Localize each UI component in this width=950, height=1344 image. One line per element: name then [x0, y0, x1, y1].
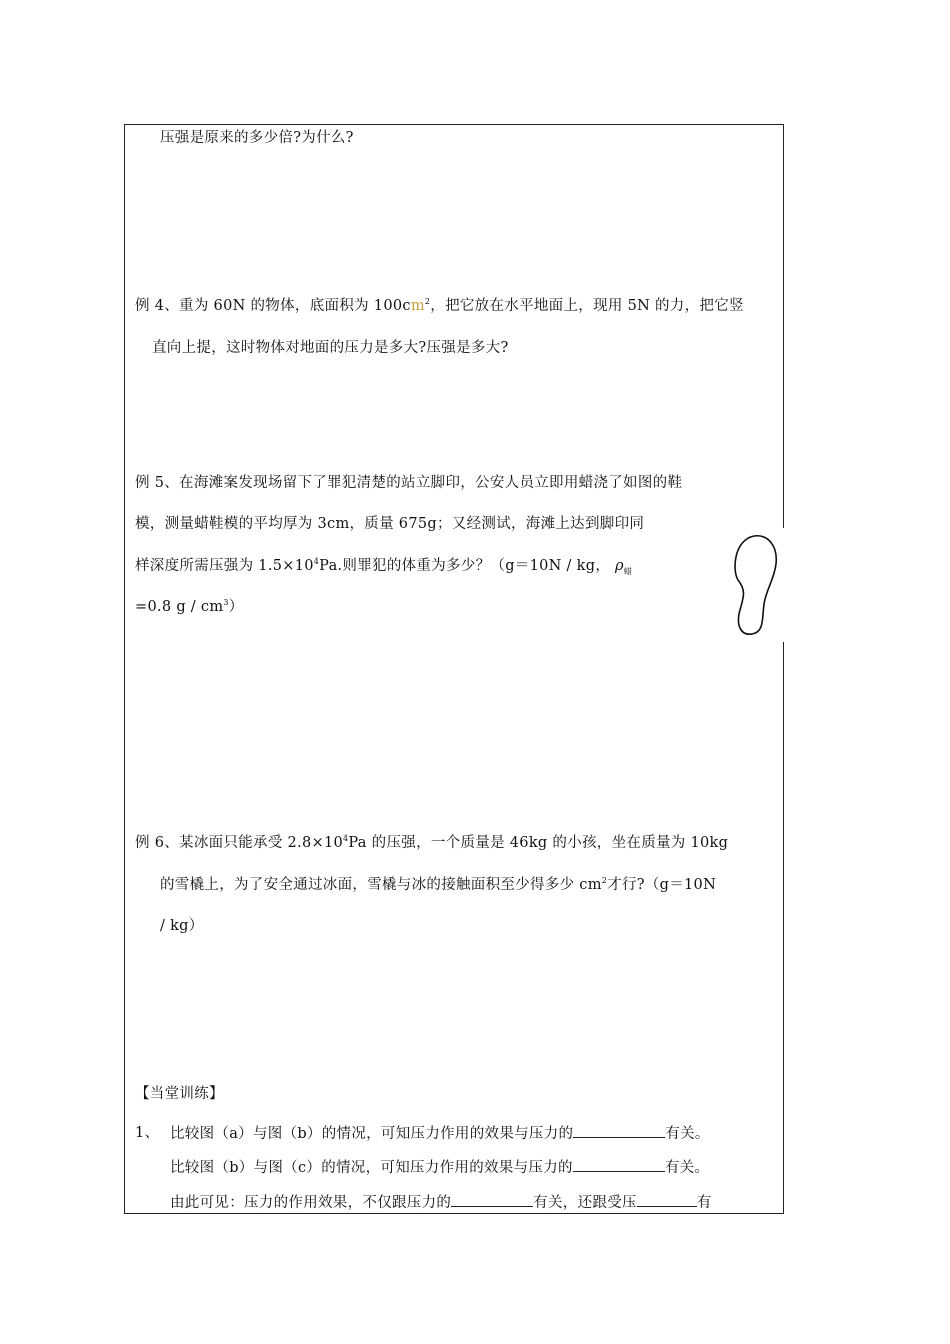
example-5-line-1: 例 5、在海滩案发现场留下了罪犯清楚的站立脚印，公安人员立即用蜡浇了如图的鞋	[135, 475, 683, 491]
answer-blank-2[interactable]	[573, 1157, 665, 1172]
training-line-3: 由此可见：压力的作用效果，不仅跟压力的 有关，还跟受压 有	[170, 1192, 712, 1213]
answer-blank-4[interactable]	[637, 1192, 697, 1207]
example-5-line-2: 模，测量蜡鞋模的平均厚为 3cm，质量 675g；又经测试，海滩上达到脚印同	[135, 516, 645, 532]
example-4-line-1: 例 4、重为 60N 的物体，底面积为 $100cm^2$，把它放在水平地面上，现用 5N 的力，把它竖	[135, 297, 744, 314]
training-line-2: 比较图（b）与图（c）的情况，可知压力作用的效果与压力的 有关。	[170, 1157, 709, 1178]
example-6-line-3: / kg）	[160, 918, 204, 934]
answer-blank-3[interactable]	[451, 1192, 533, 1207]
example-6-line-1: 例 6、某冰面只能承受 $2.8\times 10^4Pa$ 的压强，一个质量是 46kg 的小孩，坐在质量为 10kg	[135, 834, 729, 851]
answer-blank-1[interactable]	[573, 1123, 665, 1138]
example-6-line-2: 的雪橇上，为了安全通过冰面，雪橇与冰的接触面积至少得多少 $cm^2$才行?（g＝10N	[160, 876, 717, 893]
example-4-line-2: 直向上提，这时物体对地面的压力是多大?压强是多大?	[152, 340, 509, 356]
content-frame	[124, 124, 784, 1214]
example-5-line-3: 样深度所需压强为 $1.5\times 10^4Pa$.则罪犯的体重为多少？（g＝10N / kg， $\rho_蜡$	[135, 557, 633, 576]
training-question-1-number: 1、	[135, 1125, 160, 1141]
shoe-print-figure	[728, 528, 784, 642]
footprint-icon	[728, 528, 784, 642]
question-continuation: 压强是原来的多少倍?为什么?	[160, 130, 354, 146]
section-heading: 【当堂训练】	[135, 1086, 224, 1102]
training-line-1: 比较图（a）与图（b）的情况，可知压力作用的效果与压力的 有关。	[170, 1123, 710, 1144]
example-5-line-4: =0.8 g / $cm^3$）	[135, 598, 244, 615]
